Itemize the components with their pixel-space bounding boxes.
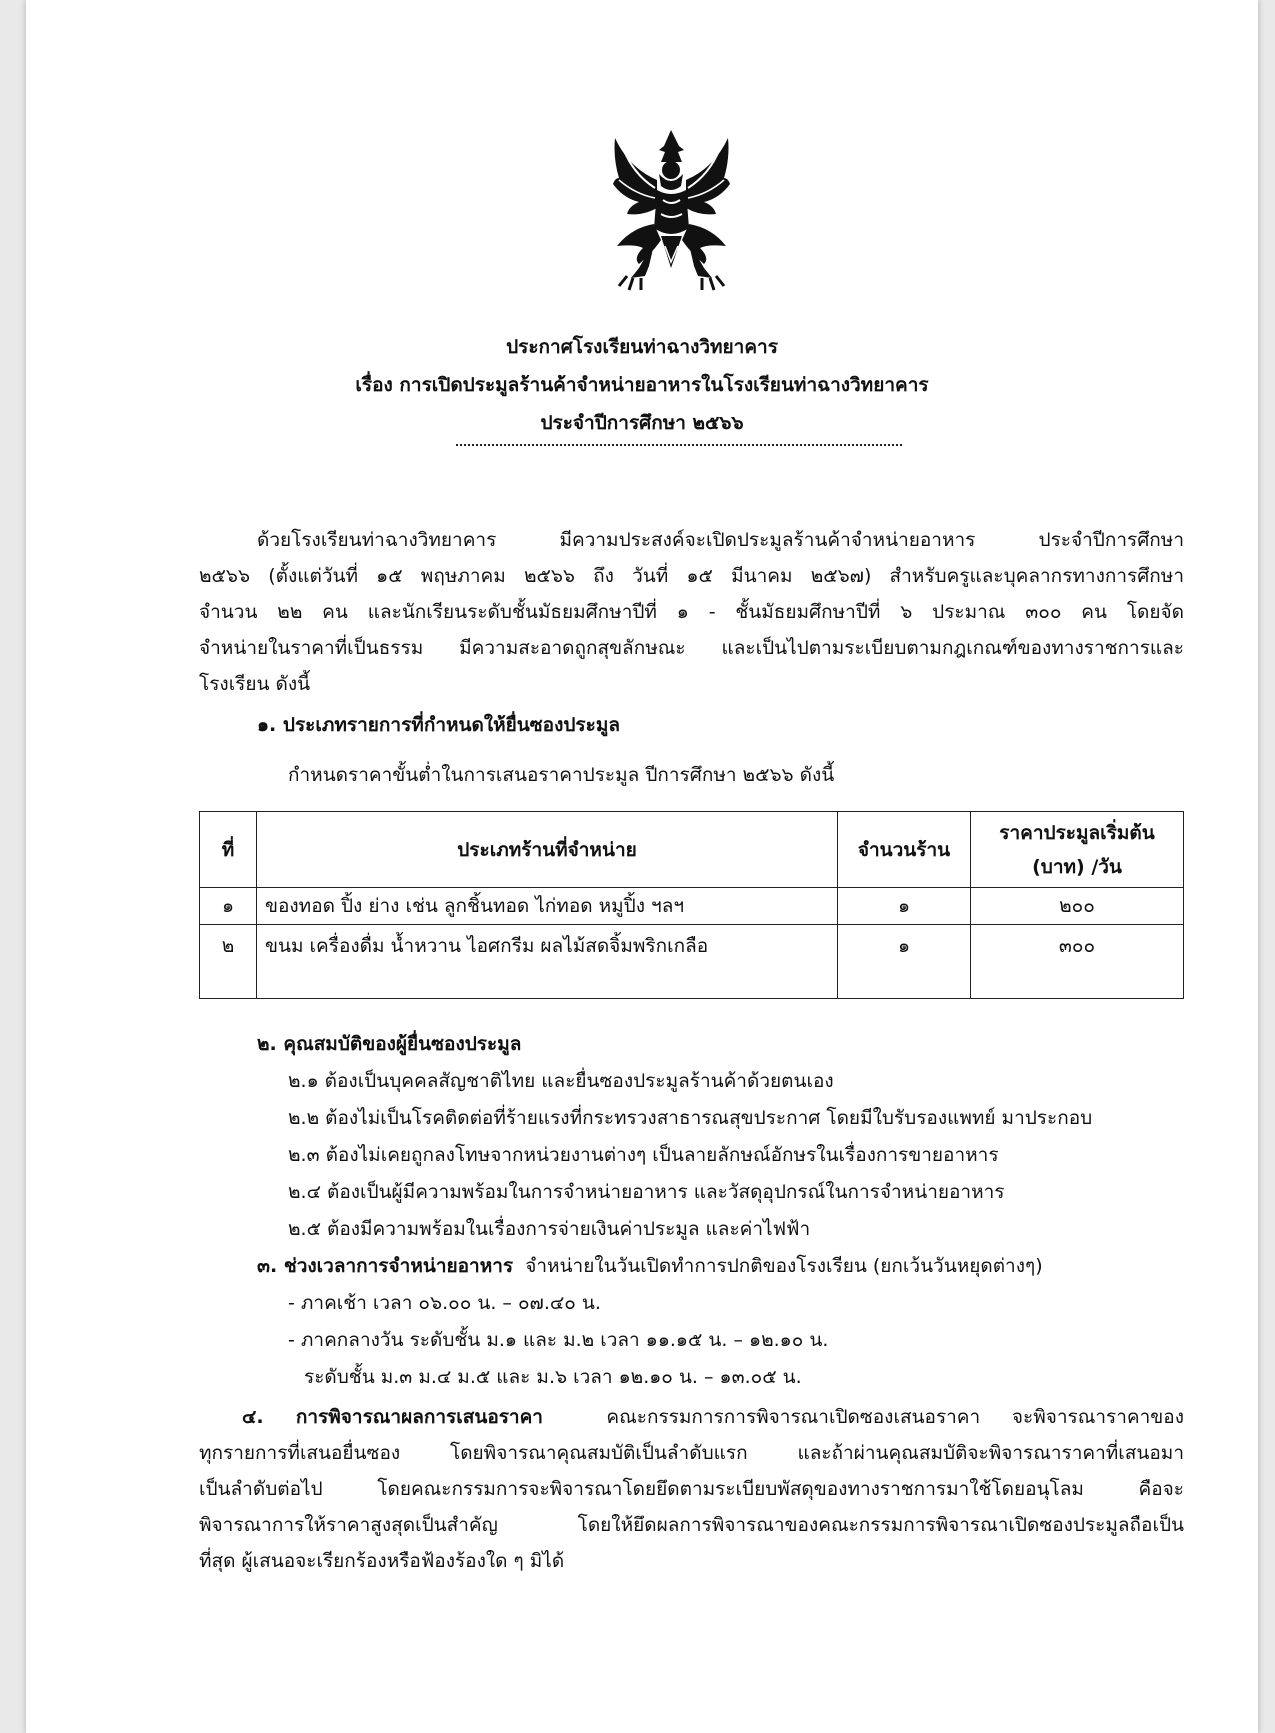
row-price: ๒๐๐ <box>971 888 1184 925</box>
header-price <box>971 812 1184 888</box>
table-header-row <box>200 812 1184 888</box>
section-1-heading: ๑. ประเภทรายการที่กำหนดให้ยื่นซองประมูล <box>257 714 620 736</box>
intro-line-5: โรงเรียน ดังนี้ <box>199 673 311 695</box>
qualification-item: ๒.๒ ต้องไม่เป็นโรคติดต่อที่ร้ายแรงที่กระทรวงสาธารณสุขประกาศ โดยมีใบรับรองแพทย์ มาประกอบ <box>288 1107 1093 1129</box>
qualification-item: ๒.๓ ต้องไม่เคยถูกลงโทษจากหน่วยงานต่างๆ เป็นลายลักษณ์อักษรในเรื่องการขายอาหาร <box>288 1144 999 1166</box>
table-row <box>200 888 1184 925</box>
announcement-subject: เรื่อง การเปิดประมูลร้านค้าจำหน่ายอาหารในโรงเรียนท่าฉางวิทยาคาร <box>355 374 929 396</box>
intro-line-1: ด้วยโรงเรียนท่าฉางวิทยาคาร มีความประสงค์จะเปิดประมูลร้านค้าจำหน่ายอาหาร ประจำปีการศึกษา <box>257 529 1184 551</box>
section-4-line-1 <box>242 1405 1184 1429</box>
table-row <box>200 925 1184 999</box>
row-no: ๑ <box>200 888 257 925</box>
section-4-heading: ๔. การพิจารณาผลการเสนอราคา <box>242 1406 543 1428</box>
title-divider <box>456 444 902 446</box>
qualification-item: ๒.๔ ต้องเป็นผู้มีความพร้อมในการจำหน่ายอาหาร และวัสดุอุปกรณ์ในการจำหน่ายอาหาร <box>288 1181 1005 1203</box>
section-4-text: คณะกรรมการการพิจารณาเปิดซองเสนอราคา จะพิจารณาราคาของ <box>606 1406 1184 1428</box>
row-count: ๑ <box>838 925 971 999</box>
row-type: ของทอด ปิ้ง ย่าง เช่น ลูกชิ้นทอด ไก่ทอด หมูปิ้ง ฯลฯ <box>257 888 838 925</box>
row-no: ๒ <box>200 925 257 999</box>
garuda-emblem-icon <box>609 128 734 298</box>
schedule-noon-2: ระดับชั้น ม.๓ ม.๔ ม.๕ และ ม.๖ เวลา ๑๒.๑๐ น. – ๑๓.๐๕ น. <box>304 1366 802 1388</box>
row-type: ขนม เครื่องดื่ม น้ำหวาน ไอศกรีม ผลไม้สดจิ้มพริกเกลือ <box>257 925 838 999</box>
schedule-noon-1: - ภาคกลางวัน ระดับชั้น ม.๑ และ ม.๒ เวลา ๑๑.๑๕ น. – ๑๒.๑๐ น. <box>288 1329 829 1351</box>
row-price: ๓๐๐ <box>971 925 1184 999</box>
schedule-morning: - ภาคเช้า เวลา ๐๖.๐๐ น. – ๐๗.๔๐ น. <box>288 1292 601 1314</box>
intro-line-3: จำนวน ๒๒ คน และนักเรียนระดับชั้นมัธยมศึกษาปีที่ ๑ - ชั้นมัธยมศึกษาปีที่ ๖ ประมาณ ๓๐๐ คน โดยจัด <box>199 601 1184 623</box>
qualification-item: ๒.๑ ต้องเป็นบุคคลสัญชาติไทย และยื่นซองประมูลร้านค้าด้วยตนเอง <box>288 1070 834 1092</box>
section-3-heading: ๓. ช่วงเวลาการจำหน่ายอาหาร <box>257 1255 514 1277</box>
header-type: ประเภทร้านที่จำหน่าย <box>257 812 838 888</box>
header-no: ที่ <box>200 812 257 888</box>
announcement-title: ประกาศโรงเรียนท่าฉางวิทยาคาร <box>506 336 778 358</box>
intro-line-2: ๒๕๖๖ (ตั้งแต่วันที่ ๑๕ พฤษภาคม ๒๕๖๖ ถึง วันที่ ๑๕ มีนาคม ๒๕๖๗) สำหรับครูและบุคลากรทางการศึกษา <box>199 565 1184 587</box>
section-3-text: จำหน่ายในวันเปิดทำการปกติของโรงเรียน (ยกเว้นวันหยุดต่างๆ) <box>525 1255 1043 1277</box>
header-count: จำนวนร้าน <box>838 812 971 888</box>
intro-line-4: จำหน่ายในราคาที่เป็นธรรม มีความสะอาดถูกสุขลักษณะ และเป็นไปตามระเบียบตามกฎเกณฑ์ของทางราชการและ <box>199 637 1184 659</box>
section-4-line-5: ที่สุด ผู้เสนอจะเรียกร้องหรือฟ้องร้องใด ๆ มิได้ <box>199 1550 565 1572</box>
header-price-line-2: (บาท) /วัน <box>1032 855 1122 878</box>
section-1-subtext: กำหนดราคาขั้นต่ำในการเสนอราคาประมูล ปีการศึกษา ๒๕๖๖ ดังนี้ <box>288 764 835 786</box>
section-2-heading: ๒. คุณสมบัติของผู้ยื่นซองประมูล <box>257 1033 522 1055</box>
document-page <box>26 0 1258 1733</box>
price-table <box>199 811 1184 999</box>
section-4-line-3: เป็นลำดับต่อไป โดยคณะกรรมการจะพิจารณาโดยยึดตามระเบียบพัสดุของทางราชการมาใช้โดยอนุโลม คือจะ <box>199 1478 1184 1500</box>
section-4-line-4: พิจารณาการให้ราคาสูงสุดเป็นสำคัญ โดยให้ยึดผลการพิจารณาของคณะกรรมการพิจารณาเปิดซองประมูลถือเป็น <box>199 1514 1184 1536</box>
section-3 <box>257 1254 1043 1278</box>
section-4-line-2: ทุกรายการที่เสนอยื่นซอง โดยพิจารณาคุณสมบัติเป็นลำดับแรก และถ้าผ่านคุณสมบัติจะพิจารณาราคาที่เสนอมา <box>199 1442 1184 1464</box>
qualification-item: ๒.๕ ต้องมีความพร้อมในเรื่องการจ่ายเงินค่าประมูล และค่าไฟฟ้า <box>288 1218 811 1240</box>
row-count: ๑ <box>838 888 971 925</box>
announcement-year: ประจำปีการศึกษา ๒๕๖๖ <box>540 412 744 434</box>
header-price-line-1: ราคาประมูลเริ่มต้น <box>999 821 1155 844</box>
